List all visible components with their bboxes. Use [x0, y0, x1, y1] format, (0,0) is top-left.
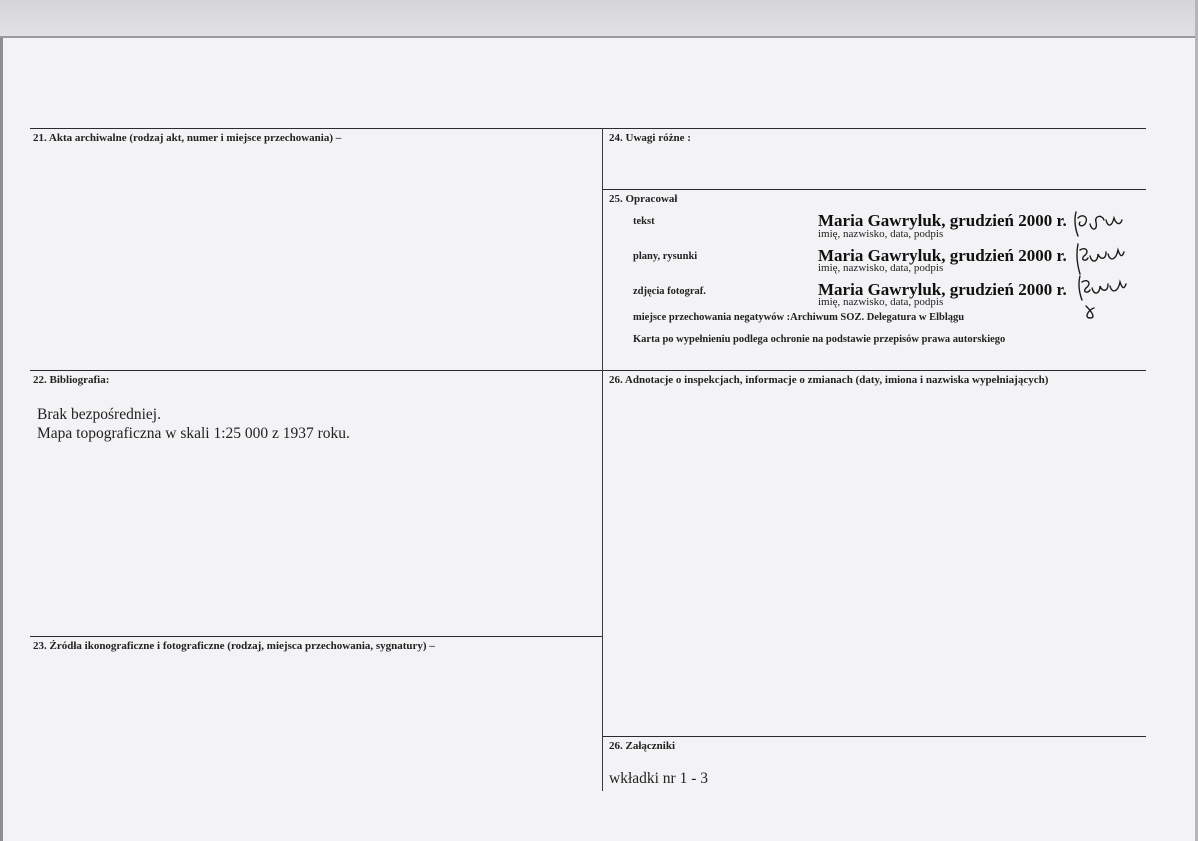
bibliography-line-1: Brak bezpośredniej.: [37, 406, 161, 423]
section-26-attachments-label: 26. Załączniki: [609, 740, 676, 752]
handwritten-signature-1: [1068, 206, 1128, 244]
rule-23: [30, 636, 602, 637]
section-25-label: 25. Opracował: [609, 193, 678, 205]
row-plans-value: Maria Gawryluk, grudzień 2000 r.: [818, 246, 1067, 265]
row-photos-label: zdjęcia fotograf.: [633, 286, 706, 297]
attachments-value: wkładki nr 1 - 3: [609, 770, 709, 787]
section-26-annotations-label: 26. Adnotacje o inspekcjach, informacje o zmianach (daty, imiona i nazwiska wypełniających): [609, 374, 1049, 386]
section-21-label: 21. Akta archiwalne (rodzaj akt, numer i miejsce przechowania) –: [33, 132, 342, 144]
row-text-label: tekst: [633, 216, 655, 227]
row-text-value: Maria Gawryluk, grudzień 2000 r.: [818, 211, 1067, 230]
section-24-label: 24. Uwagi różne :: [609, 132, 691, 144]
row-photos-value: Maria Gawryluk, grudzień 2000 r.: [818, 280, 1067, 299]
rule-attachments: [603, 736, 1146, 737]
handwritten-signature-3: [1070, 272, 1130, 322]
rule-middle: [30, 370, 1146, 371]
copyright-notice: Karta po wypełnieniu podlega ochronie na podstawie przepisów prawa autorskiego: [633, 334, 1006, 345]
row-plans-hint: imię, nazwisko, data, podpis: [818, 262, 944, 274]
scanner-top-strip: [0, 0, 1198, 38]
negatives-storage: miejsce przechowania negatywów :Archiwum SOZ. Delegatura w Elblągu: [633, 312, 965, 323]
row-text-hint: imię, nazwisko, data, podpis: [818, 228, 944, 240]
column-divider: [602, 128, 603, 791]
section-22-label: 22. Bibliografia:: [33, 374, 110, 386]
rule-top: [30, 128, 1146, 129]
section-23-label: 23. Źródła ikonograficzne i fotograficzne (rodzaj, miejsca przechowania, sygnatury) –: [33, 640, 435, 652]
bibliography-line-2: Mapa topograficzna w skali 1:25 000 z 1937 roku.: [37, 425, 350, 442]
rule-25: [603, 189, 1146, 190]
row-plans-label: plany, rysunki: [633, 251, 698, 262]
row-photos-hint: imię, nazwisko, data, podpis: [818, 296, 944, 308]
